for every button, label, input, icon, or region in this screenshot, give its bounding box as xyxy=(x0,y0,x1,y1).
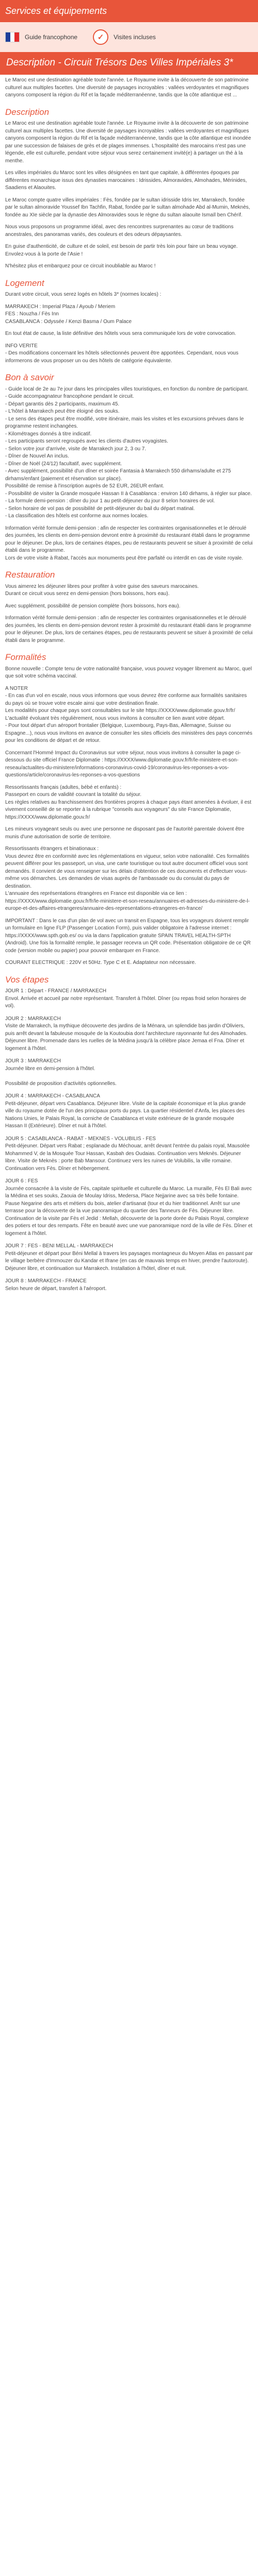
restauration-block xyxy=(5,583,253,645)
itinerary-day xyxy=(5,1015,253,1053)
itinerary-day xyxy=(5,1278,253,1293)
restauration-paragraph: Vous aimerez les déjeuner libres pour profiter à votre guise des saveurs marocaines. Durant ce circuit vous serez en demi-pension (hors boissons, hors eau). xyxy=(5,583,199,597)
description-paragraph: Le Maroc compte quatre villes impériales : Fès, fondée par le sultan idrisside Idris Ier, Marrakech, fondée par le sultan almoravide Youssef Ibn Tachfin, Rabat, fondée par le sultan almohade Abd al-Mumin, Meknès, fondée au XIe siècle par la dynastie des Almoravides sous le règne du sultan alaouite Ismaïl ben Chérif. xyxy=(5,197,250,218)
itinerary-day xyxy=(5,1136,253,1173)
formalites-paragraph: Concernant l'Hommé Impact du Coronavirus sur votre séjour, nous vous invitons à consulter la page ci-dessous du site officiel France Diplomatie : https://XXXX/www.diplomatie.gouv.fr/fr/le-ministere-et-son-reseau/actualites-du-ministere/informations-coronavirus-covid-19/coronavirus-les-reponses-a-vos-questions/article/coronavirus-les-reponses-a-vos-questions xyxy=(5,750,241,778)
itinerary-day xyxy=(5,988,253,1010)
itinerary-day-title: JOUR 8 : MARRAKECH - FRANCE xyxy=(5,1278,87,1284)
itinerary-day xyxy=(5,1058,253,1088)
services-header xyxy=(0,0,258,22)
formalites-paragraph: IMPORTANT : Dans le cas d'un plan de vol avec un transit en Espagne, tous les voyageurs doivent remplir un formulaire en ligne FLP (Passenger Location Form), puis valider obligatoire à l'adresse internet : https://XXXX/www.spth.gob.es/ ou via la dans l'application gratuite SPAIN TRAVEL HEALTH-SPTH (Android). Une fois la formalité remplie, le passager recevra un QR code. Présentation obligatoire de ce QR code (version mobile ou papier) pour pouvoir embarquer en France. xyxy=(5,918,251,954)
formalites-block xyxy=(5,666,253,967)
content xyxy=(0,75,258,1303)
itinerary-day-text: Envol. Arrivée et accueil par notre représentant. Transfert à l'hôtel. Dîner (ou repas froid selon horaires de vol). xyxy=(5,995,247,1009)
intro-text: Le Maroc est une destination agréable toute l'année. Le Royaume invite à la découverte de son patrimoine culturel aux multiples facettes. Une diversité de paysages incroyables : vallées verdoyantes et magnifiques canyons composent la région du Rif et la façade méditerranéenne, tandis que la côte atlantique est ... xyxy=(5,77,249,98)
logement-paragraph: INFO VERITE - Des modifications concernant les hôtels sélectionnés peuvent être apportées. Cependant, nous vous informerons de vous proposer un ou des hôtels de catégorie équivalente. xyxy=(5,343,238,364)
restauration-paragraph: Avec supplément, possibilité de pension complète (hors boissons, hors eau). xyxy=(5,603,181,609)
service-visits xyxy=(93,29,156,45)
itinerary-day-text: Petit-déjeuner, départ vers Casablanca. Déjeuner libre. Visite de la capitale économique et la plus grande ville du royaume dotée de l'un des principaux ports du pays. La quartier résidentiel d'Anfa, les places des Nations Unies, le Palais Royal, la corniche de Casablanca et visite extérieure de la grande mosquée Hassan II (Extérieure). Dîner et nuit à l'hôtel. xyxy=(5,1100,246,1129)
logement-paragraph: Durant votre circuit, vous serez logés en hôtels 3* (normes locales) : xyxy=(5,292,162,297)
itinerary-day-title: JOUR 5 : CASABLANCA - RABAT - MEKNES - VOLUBILIS - FES xyxy=(5,1136,156,1142)
description-paragraph: En guise d'authenticité, de culture et de soleil, est besoin de partir très loin pour faire un beau voyage. Envolez-vous à la porte de l'Asie ! xyxy=(5,244,238,257)
itinerary-day-text: Visite de Marrakech, la mythique découverte des jardins de la Ménara, un splendide bas jardin d'Oliviers, puis arrêt devant la fabuleuse mosquée de la Koutoubia dont l'architecture rayonnante fut des Almohades. Déjeuner libre. Promenade dans les ruelles de la Médina jusqu'à la célèbre place Jemaa el Fna. Dîner et logement à l'hôtel. xyxy=(5,1023,248,1052)
services-row xyxy=(0,22,258,52)
description-paragraph: Les villes impériales du Maroc sont les villes désignées en tant que capitale, à différentes époques par différentes monarchique issus des dynasties marocaines : Idrissides, Almoravides, Almohades, Mérinides, Saadiens et Alaouites. xyxy=(5,170,247,191)
logement-paragraph: MARRAKECH : Imperial Plaza / Ayoub / Meriem FES : Nouzha / Fès Inn CASABLANCA : Odyssée / Kenzi Basma / Oum Palace xyxy=(5,303,132,325)
itinerary-day-text: Petit-déjeuner et départ pour Béni Mellal à travers les paysages montagneux du Moyen Atlas en passant par le village berbère d'Immouzer du Kandar et Ifrane (en cas de mauvais temps en hiver, prendre l'autoroute). Déjeuner libre, et continuation sur Marrakech. Installation à l'hôtel, dîner et nuit. xyxy=(5,1250,253,1272)
itinerary-day-title: JOUR 2 : MARRAKECH xyxy=(5,1015,61,1022)
logement-block xyxy=(5,291,253,365)
itinerary-day xyxy=(5,1178,253,1238)
bon-a-savoir-paragraph: - Guide local de 2e au 7e jour dans les principales villes touristiques, en fonction du nombre de participant. - Guide accompagnateur francophone pendant le circuit. - Départ garantis dès 2 participants, maximum 45. - L'hôtel à Marrakech peut être éloigné des souks. - Le sens des étapes peut être modifié, votre itinéraire, mais les visites et les excursions prévues dans le programme restent inchangées. - Kilométrages donnés à titre indicatif. - Les participants seront regroupés avec les clients d'autres voyagistes. - Selon votre jour d'arrivée, visite de Marrakech jour 2, 3 ou 7. - Dîner de Nouvel An inclus. - Dîner de Noël (24/12) facultatif, avec supplément. - Avec supplément, possibilité d'un dîner et soirée Fantasia à Marrakech 550 dirhams/adulte et 275 dirhams/enfant (paiement et réservation sur place). Possibilité de remise à l'inscription auprès de 52 EUR, 26EUR enfant. - Possibilité de visiter la Grande mosquée Hassan II à Casablanca : environ 140 dirhams, à régler sur place. - La formule demi-pension : dîner du jour 1 au petit-déjeuner du jour 8 selon horaires de vol. - Selon horaire de vol pas de possibilité de petit-déjeuner du bail du départ matinal. - La classification des hôtels est conforme aux normes locales. xyxy=(5,386,252,519)
restauration-paragraph: Information vérité formule demi-pension : afin de respecter les contraintes organisationnelles et le déroulé des journées, les clients en demi-pension devront rester à proximité du restaurant établi dans le programme pour le déjeuner. De plus, lors de certaines étapes, peu de restaurants peuvent se situer à proximité de celui établi dans le programme. xyxy=(5,615,253,643)
formalites-paragraph: Les mineurs voyageant seuls ou avec une personne ne disposant pas de l'autorité parentale doivent être munis d'une autorisation de sortie de territoire. xyxy=(5,826,245,840)
description-paragraph: Le Maroc est une destination agréable toute l'année. Le Royaume invite à la découverte de son patrimoine culturel aux multiples facettes. Une diversité de paysages incroyables : vallées verdoyantes et magnifiques canyons composent la région du Rif et la façade méditerranéenne, tandis que la côte atlantique est inondée par une succession de falaises de grès et de plages immenses. L'hospitalité des marocains n'est pas une légende, elle est culturelle, pendant votre séjour vous serez certainement invité(e) à partager un thé à la menthe. xyxy=(5,121,251,164)
restauration-heading: Restauration xyxy=(5,570,55,580)
logement-heading: Logement xyxy=(5,278,44,288)
service-visits-label: Visites incluses xyxy=(114,33,156,41)
itinerary-day-title: JOUR 6 : FES xyxy=(5,1178,38,1184)
itinerary-day-title: JOUR 1 : Départ - FRANCE / MARRAKECH xyxy=(5,988,107,994)
services-title: Services et équipements xyxy=(5,6,107,16)
description-heading: Description xyxy=(5,107,50,117)
circuit-title: Description - Circuit Trésors Des Villes Impériales 3* xyxy=(6,57,233,68)
etapes-block xyxy=(5,988,253,1293)
description-paragraph: Nous vous proposons un programme idéal, avec des rencontres surprenantes au cœur de traditions ancestrales, des panoramas variés, des couleurs et des odeurs dépaysantes. xyxy=(5,224,234,238)
description-paragraph: N'hésitez plus et embarquez pour ce circuit inoubliable au Maroc ! xyxy=(5,263,156,269)
formalites-paragraph: A NOTER - En cas d'un vol en escale, nous vous informons que vous devrez être conforme aux formalités sanitaires du pays où se trouve votre escale ainsi que votre destination finale. Les modalités pour chaque pays sont consultables sur le site https://XXXX/www.diplomatie.gouv.fr/fr/ L'actualité évoluant très régulièrement, nous vous invitons à consulter ce lien avant votre départ. - Pour tout départ d'un aéroport frontalier (Belgique, Luxembourg, Pays-Bas, Allemagne, Suisse ou Espagne...), nous vous invitons en avance de consulter les sites officiels des ministères des pays concernés pour les conditions de départ et de retour. xyxy=(5,685,252,743)
formalites-paragraph: Ressortissants français (adultes, bébé et enfants) : Passeport en cours de validité couvrant la totalité du séjour. Les règles relatives au franchissement des frontières propres à chaque pays étant amenées à évoluer, il est vivement conseillé de se reporter à la rubrique "conseils aux voyageurs" du site France Diplomatie, https://XXXX/www.diplomatie.gouv.fr/ xyxy=(5,784,251,820)
itinerary-day xyxy=(5,1093,253,1130)
visits-included-icon: ✓ xyxy=(93,29,108,45)
itinerary-day-title: JOUR 3 : MARRAKECH xyxy=(5,1058,61,1064)
itinerary-day xyxy=(5,1243,253,1273)
description-block xyxy=(5,120,253,270)
itinerary-day-text: Petit-déjeuner. Départ vers Rabat ; esplanade du Méchouar, arrêt devant l'entrée du palais royal, Mausolée Mohammed V, de la Mosquée Tour Hassan, Kasbah des Oudaias. Continuation vers Meknès. Déjeuner libre. Visite de Meknès : porte Bab Mansour. Continuez vers les ruines de Volubilis, la ville romaine. Continuation vers Fès. Dîner et hébergement. xyxy=(5,1143,250,1172)
service-guide-label: Guide francophone xyxy=(25,33,78,41)
formalites-paragraph: Ressortissants étrangers et binationaux : Vous devrez être en conformité avec les réglementations en vigueur, selon votre nationalité. Ces formalités peuvent différer pour les passeport, un visa, une carte touristique ou tout autre document officiel vous sont demandés. Il convient de vous renseigner sur les délais d'obtention de ces documents et d'effectuer vous-même vos démarches. Les demandes de visas auprès de l'ambassade ou du consulat du pays de destination. L'annuaire des représentations étrangères en France est disponible via ce lien : https://XXXX/www.diplomatie.gouv.fr/fr/le-ministere-et-son-reseau/annuaires-et-adresses-du-ministere-de-l-europe-et-des-affaires-etrangeres/annuaire-des-representations-etrangeres-en-france/ xyxy=(5,846,250,911)
itinerary-day-title: JOUR 7 : FES - BENI MELLAL - MARRAKECH xyxy=(5,1243,114,1249)
logement-paragraph: En tout état de cause, la liste définitive des hôtels vous sera communiquée lors de votre convocation. xyxy=(5,331,236,336)
formalites-paragraph: COURANT ELECTRIQUE : 220V et 50Hz. Type C et E. Adaptateur non nécessaire. xyxy=(5,960,196,965)
circuit-title-bar xyxy=(0,52,258,75)
bon-a-savoir-block xyxy=(5,386,253,563)
etapes-heading: Vos étapes xyxy=(5,974,49,985)
formalites-paragraph: Bonne nouvelle : Compte tenu de votre nationalité française, vous pouvez voyager librement au Maroc, quel que soit votre schéma vaccinal. xyxy=(5,666,252,679)
french-flag-icon xyxy=(5,32,20,42)
itinerary-day-text: Selon heure de départ, transfert à l'aéroport. xyxy=(5,1285,107,1292)
bon-a-savoir-paragraph: Information vérité formule demi-pension : afin de respecter les contraintes organisationnelles et le déroulé des journées, les clients en demi-pension devront entre à proximité du restaurant établi dans le programme pour le déjeuner. De plus, lors de certaines étapes, peu de restaurants peuvent se situer à proximité de celui établi dans le programme. Lors de votre visite à Rabat, l'accès aux monuments peut être parfaité ou interdit en cas de visite royale. xyxy=(5,525,253,561)
itinerary-day-text: Journée consacrée à la visite de Fès, capitale spirituelle et culturelle du Maroc. La muraille, Fès El Bali avec la Médina et ses souks, Zaouia de Moulay Idriss, Medersa, Place Nejjarine avec sa très belle fontaine. Pause Negarine des arts et métiers du bois, atelier d'artisanat (tour et du hier traditionnel. Arrêt sur une terrasse pour la découverte de la vue panoramique du quartier des Tanneurs de Fès. Déjeuner libre. Continuation de la visite par Fès el Jedid : Mellah, découverte de la porte dorée du Palais Royal, complexe des potiers et tour des remparts. Fête en beauté avec une vue panoramique nord de la ville de Fès. Dîner et logement à l'hôtel. xyxy=(5,1185,253,1236)
itinerary-day-title: JOUR 4 : MARRAKECH - CASABLANCA xyxy=(5,1093,100,1099)
formalites-heading: Formalités xyxy=(5,652,46,662)
bon-a-savoir-heading: Bon à savoir xyxy=(5,372,54,382)
service-guide xyxy=(5,32,77,42)
itinerary-day-text: Journée libre en demi-pension à l'hôtel. Possibilité de proposition d'activités optionnelles. xyxy=(5,1065,117,1087)
